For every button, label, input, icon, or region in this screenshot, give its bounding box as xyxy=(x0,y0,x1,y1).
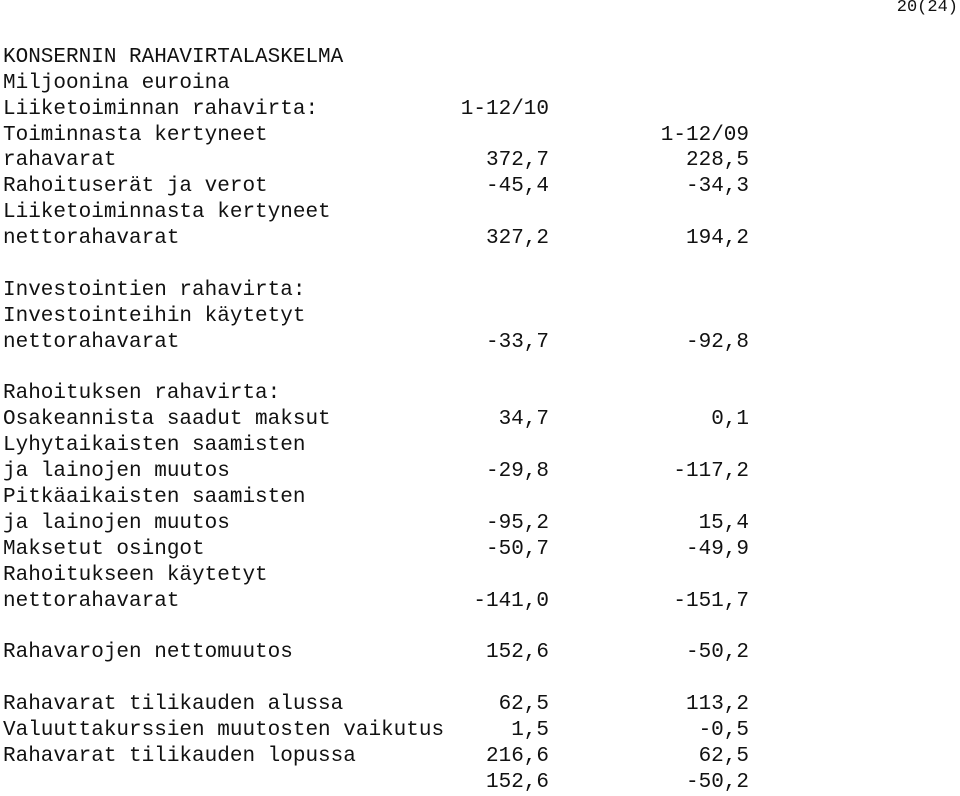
statement-row xyxy=(3,278,763,304)
value-2010: 327,2 xyxy=(485,227,549,251)
cash-flow-statement xyxy=(3,19,763,796)
statement-row xyxy=(3,148,763,174)
row-label: Lyhytaikaisten saamisten xyxy=(3,434,306,458)
page-number: 20(24) xyxy=(896,0,958,17)
value-2010: -45,4 xyxy=(485,175,549,199)
statement-row xyxy=(3,433,763,459)
row-label: nettorahavarat xyxy=(3,589,180,613)
statement-row xyxy=(3,381,763,407)
row-label: Liiketoiminnasta kertyneet xyxy=(3,201,331,225)
statement-row xyxy=(3,692,763,718)
statement-row xyxy=(3,511,763,537)
value-2009: 62,5 xyxy=(698,744,749,768)
value-2009: -49,9 xyxy=(685,537,749,561)
row-label: Rahavarat tilikauden lopussa xyxy=(3,744,356,768)
value-2010: -33,7 xyxy=(485,330,549,354)
value-2010: -29,8 xyxy=(485,460,549,484)
statement-row xyxy=(3,123,763,149)
value-2009: -50,2 xyxy=(685,641,749,665)
row-label: ja lainojen muutos xyxy=(3,460,230,484)
value-2009: -34,3 xyxy=(685,175,749,199)
statement-row xyxy=(3,330,763,356)
statement-row xyxy=(3,589,763,615)
value-2009: -151,7 xyxy=(673,589,749,613)
value-2010: 1,5 xyxy=(511,719,549,743)
row-label: Maksetut osingot xyxy=(3,537,205,561)
value-2010: 62,5 xyxy=(498,693,549,717)
value-2010: -141,0 xyxy=(473,589,549,613)
value-2010: 372,7 xyxy=(485,149,549,173)
value-2009: 15,4 xyxy=(698,511,749,535)
value-2009: 194,2 xyxy=(685,227,749,251)
statement-row xyxy=(3,718,763,744)
statement-row xyxy=(3,407,763,433)
value-2009: 113,2 xyxy=(685,693,749,717)
row-label: Liiketoiminnan rahavirta: xyxy=(3,97,319,121)
row-label: rahavarat xyxy=(3,149,117,173)
statement-row xyxy=(3,304,763,330)
column-header-2009: 1-12/09 xyxy=(660,123,749,147)
row-label: ja lainojen muutos xyxy=(3,511,230,535)
row-label: Valuuttakurssien muutosten vaikutus xyxy=(3,719,445,743)
row-label: Investointien rahavirta: xyxy=(3,278,306,302)
statement-row xyxy=(3,97,763,123)
row-label: Investointeihin käytetyt xyxy=(3,304,306,328)
row-label: Toiminnasta kertyneet xyxy=(3,123,268,147)
value-2009: 0,1 xyxy=(711,408,749,432)
value-2010: -50,7 xyxy=(485,537,549,561)
column-header-2010: 1-12/10 xyxy=(460,97,549,121)
statement-row xyxy=(3,770,763,796)
value-2009: -50,2 xyxy=(685,770,749,794)
unit-label: Miljoonina euroina xyxy=(3,71,230,95)
row-label: Osakeannista saadut maksut xyxy=(3,408,331,432)
value-2009: -117,2 xyxy=(673,460,749,484)
statement-row xyxy=(3,537,763,563)
row-label: Pitkäaikaisten saamisten xyxy=(3,486,306,510)
statement-row xyxy=(3,485,763,511)
statement-row xyxy=(3,640,763,666)
statement-rows xyxy=(3,97,763,796)
value-2010: 152,6 xyxy=(485,770,549,794)
statement-row xyxy=(3,459,763,485)
statement-row xyxy=(3,744,763,770)
row-label: nettorahavarat xyxy=(3,330,180,354)
value-2010: 216,6 xyxy=(485,744,549,768)
value-2009: 228,5 xyxy=(685,149,749,173)
statement-row xyxy=(3,174,763,200)
row-label: Rahavarat tilikauden alussa xyxy=(3,693,344,717)
value-2010: 152,6 xyxy=(485,641,549,665)
statement-row xyxy=(3,200,763,226)
statement-title: KONSERNIN RAHAVIRTALASKELMA xyxy=(3,45,344,69)
value-2009: -0,5 xyxy=(698,719,749,743)
row-label: Rahoituksen rahavirta: xyxy=(3,382,281,406)
row-label: Rahoituserät ja verot xyxy=(3,175,268,199)
value-2010: -95,2 xyxy=(485,511,549,535)
value-2010: 34,7 xyxy=(498,408,549,432)
statement-title-row xyxy=(3,19,763,69)
value-2009: -92,8 xyxy=(685,330,749,354)
statement-row xyxy=(3,563,763,589)
row-label: nettorahavarat xyxy=(3,227,180,251)
row-label: Rahavarojen nettomuutos xyxy=(3,641,293,665)
row-label: Rahoitukseen käytetyt xyxy=(3,563,268,587)
statement-row xyxy=(3,226,763,252)
